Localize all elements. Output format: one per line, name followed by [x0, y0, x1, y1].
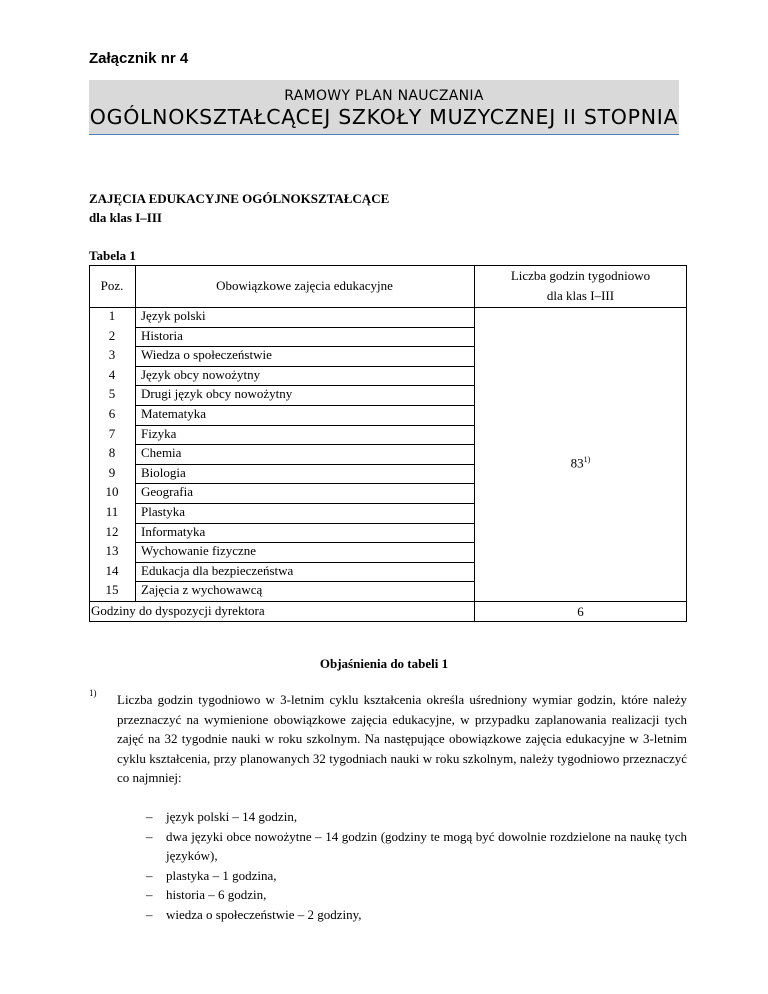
director-label: Godziny do dyspozycji dyrektora — [91, 603, 265, 618]
row-number: 15 — [105, 582, 119, 598]
row-subject: Drugi język obcy nowożytny — [141, 386, 293, 402]
total-hours-value: 83 — [570, 455, 584, 471]
explanations-title: Objaśnienia do tabeli 1 — [319, 656, 449, 671]
banner-line-1: RAMOWY PLAN NAUCZANIA — [284, 88, 484, 104]
bullet-dash: – — [146, 828, 153, 844]
annex-label: Załącznik nr 4 — [89, 50, 189, 67]
row-number: 10 — [105, 484, 119, 500]
row-number: 13 — [105, 543, 119, 559]
footnote-mark: 1) — [89, 688, 97, 698]
total-hours — [474, 450, 687, 473]
header-subjects: Obowiązkowe zajęcia edukacyjne — [216, 278, 393, 293]
row-subject: Wychowanie fizyczne — [141, 543, 257, 559]
row-subject: Geografia — [141, 484, 193, 500]
row-subject: Informatyka — [141, 523, 206, 539]
bullet-item — [146, 885, 687, 905]
bullet-text: plastyka – 1 godzina, — [166, 867, 277, 883]
bullet-dash: – — [146, 809, 153, 824]
row-subject: Plastyka — [141, 504, 186, 519]
explanation-paragraph: Liczba godzin tygodniowo w 3-letnim cyklu kształcenia określa uśredniony wymiar godzin, które należy przeznaczyć na wymienione obowiązkowe zajęcia edukacyjne, w przypadku zaplanowania realizacji tych zajęć na 32 tygodnie nauki w roku szkolnym. Na następujące obowiązkowe zajęcia edukacyjne w 3-letnim cyklu kształcenia, przy planowanych 32 tygodniach nauki w roku szkolnym, należy tygodniowo przeznaczyć co najmniej: — [117, 692, 687, 785]
row-subject: Chemia — [141, 445, 182, 461]
row-subject: Język polski — [141, 308, 206, 323]
header-hours-line1: Liczba godzin tygodniowo — [510, 268, 651, 283]
explanation-bullets — [146, 807, 687, 924]
curriculum-table — [89, 265, 687, 622]
row-subject: Język obcy nowożytny — [141, 366, 261, 382]
row-number: 12 — [105, 523, 119, 539]
bullet-dash: – — [146, 867, 153, 883]
row-number: 1 — [108, 308, 116, 323]
row-number: 7 — [108, 425, 116, 441]
row-subject: Fizyka — [141, 425, 177, 441]
bullet-item — [146, 905, 687, 925]
bullet-text: dwa języki obce nowożytne – 14 godzin (godziny te mogą być dowolnie rozdzielone na naukę tych języków), — [166, 828, 687, 863]
row-subject: Wiedza o społeczeństwie — [141, 347, 272, 363]
row-subject: Matematyka — [141, 406, 206, 421]
bullet-item — [146, 807, 687, 827]
bullet-item — [146, 866, 687, 886]
bullet-dash: – — [146, 887, 153, 902]
header-hours-line2: dla klas I–III — [546, 288, 615, 303]
header-pos: Poz. — [100, 278, 124, 293]
bullet-text: historia – 6 godzin, — [166, 887, 267, 902]
section-subtitle: dla klas I–III — [89, 210, 162, 225]
row-number: 2 — [108, 327, 116, 343]
row-number: 3 — [108, 347, 116, 363]
section-title: ZAJĘCIA EDUKACYJNE OGÓLNOKSZTAŁCĄCE — [89, 191, 390, 206]
row-subject: Historia — [141, 327, 183, 343]
row-subject: Edukacja dla bezpieczeństwa — [141, 562, 294, 578]
row-subject: Zajęcia z wychowawcą — [141, 582, 263, 598]
row-number: 9 — [108, 464, 116, 480]
total-hours-footnote: 1) — [583, 455, 591, 464]
row-number: 11 — [105, 504, 119, 519]
row-number: 5 — [108, 386, 116, 402]
row-number: 8 — [108, 445, 116, 461]
banner-line-2: OGÓLNOKSZTAŁCĄCEJ SZKOŁY MUZYCZNEJ II STOPNIA — [89, 105, 679, 129]
row-subject: Biologia — [141, 464, 186, 480]
title-banner — [89, 80, 679, 135]
bullet-dash: – — [146, 906, 153, 922]
row-number: 14 — [105, 562, 119, 578]
bullet-text: wiedza o społeczeństwie – 2 godziny, — [166, 906, 362, 922]
bullet-item — [146, 827, 687, 866]
director-hours: 6 — [577, 604, 584, 619]
row-number: 6 — [108, 406, 116, 421]
bullet-text: język polski – 14 godzin, — [166, 809, 298, 824]
table-caption: Tabela 1 — [89, 248, 136, 263]
row-number: 4 — [108, 366, 116, 382]
